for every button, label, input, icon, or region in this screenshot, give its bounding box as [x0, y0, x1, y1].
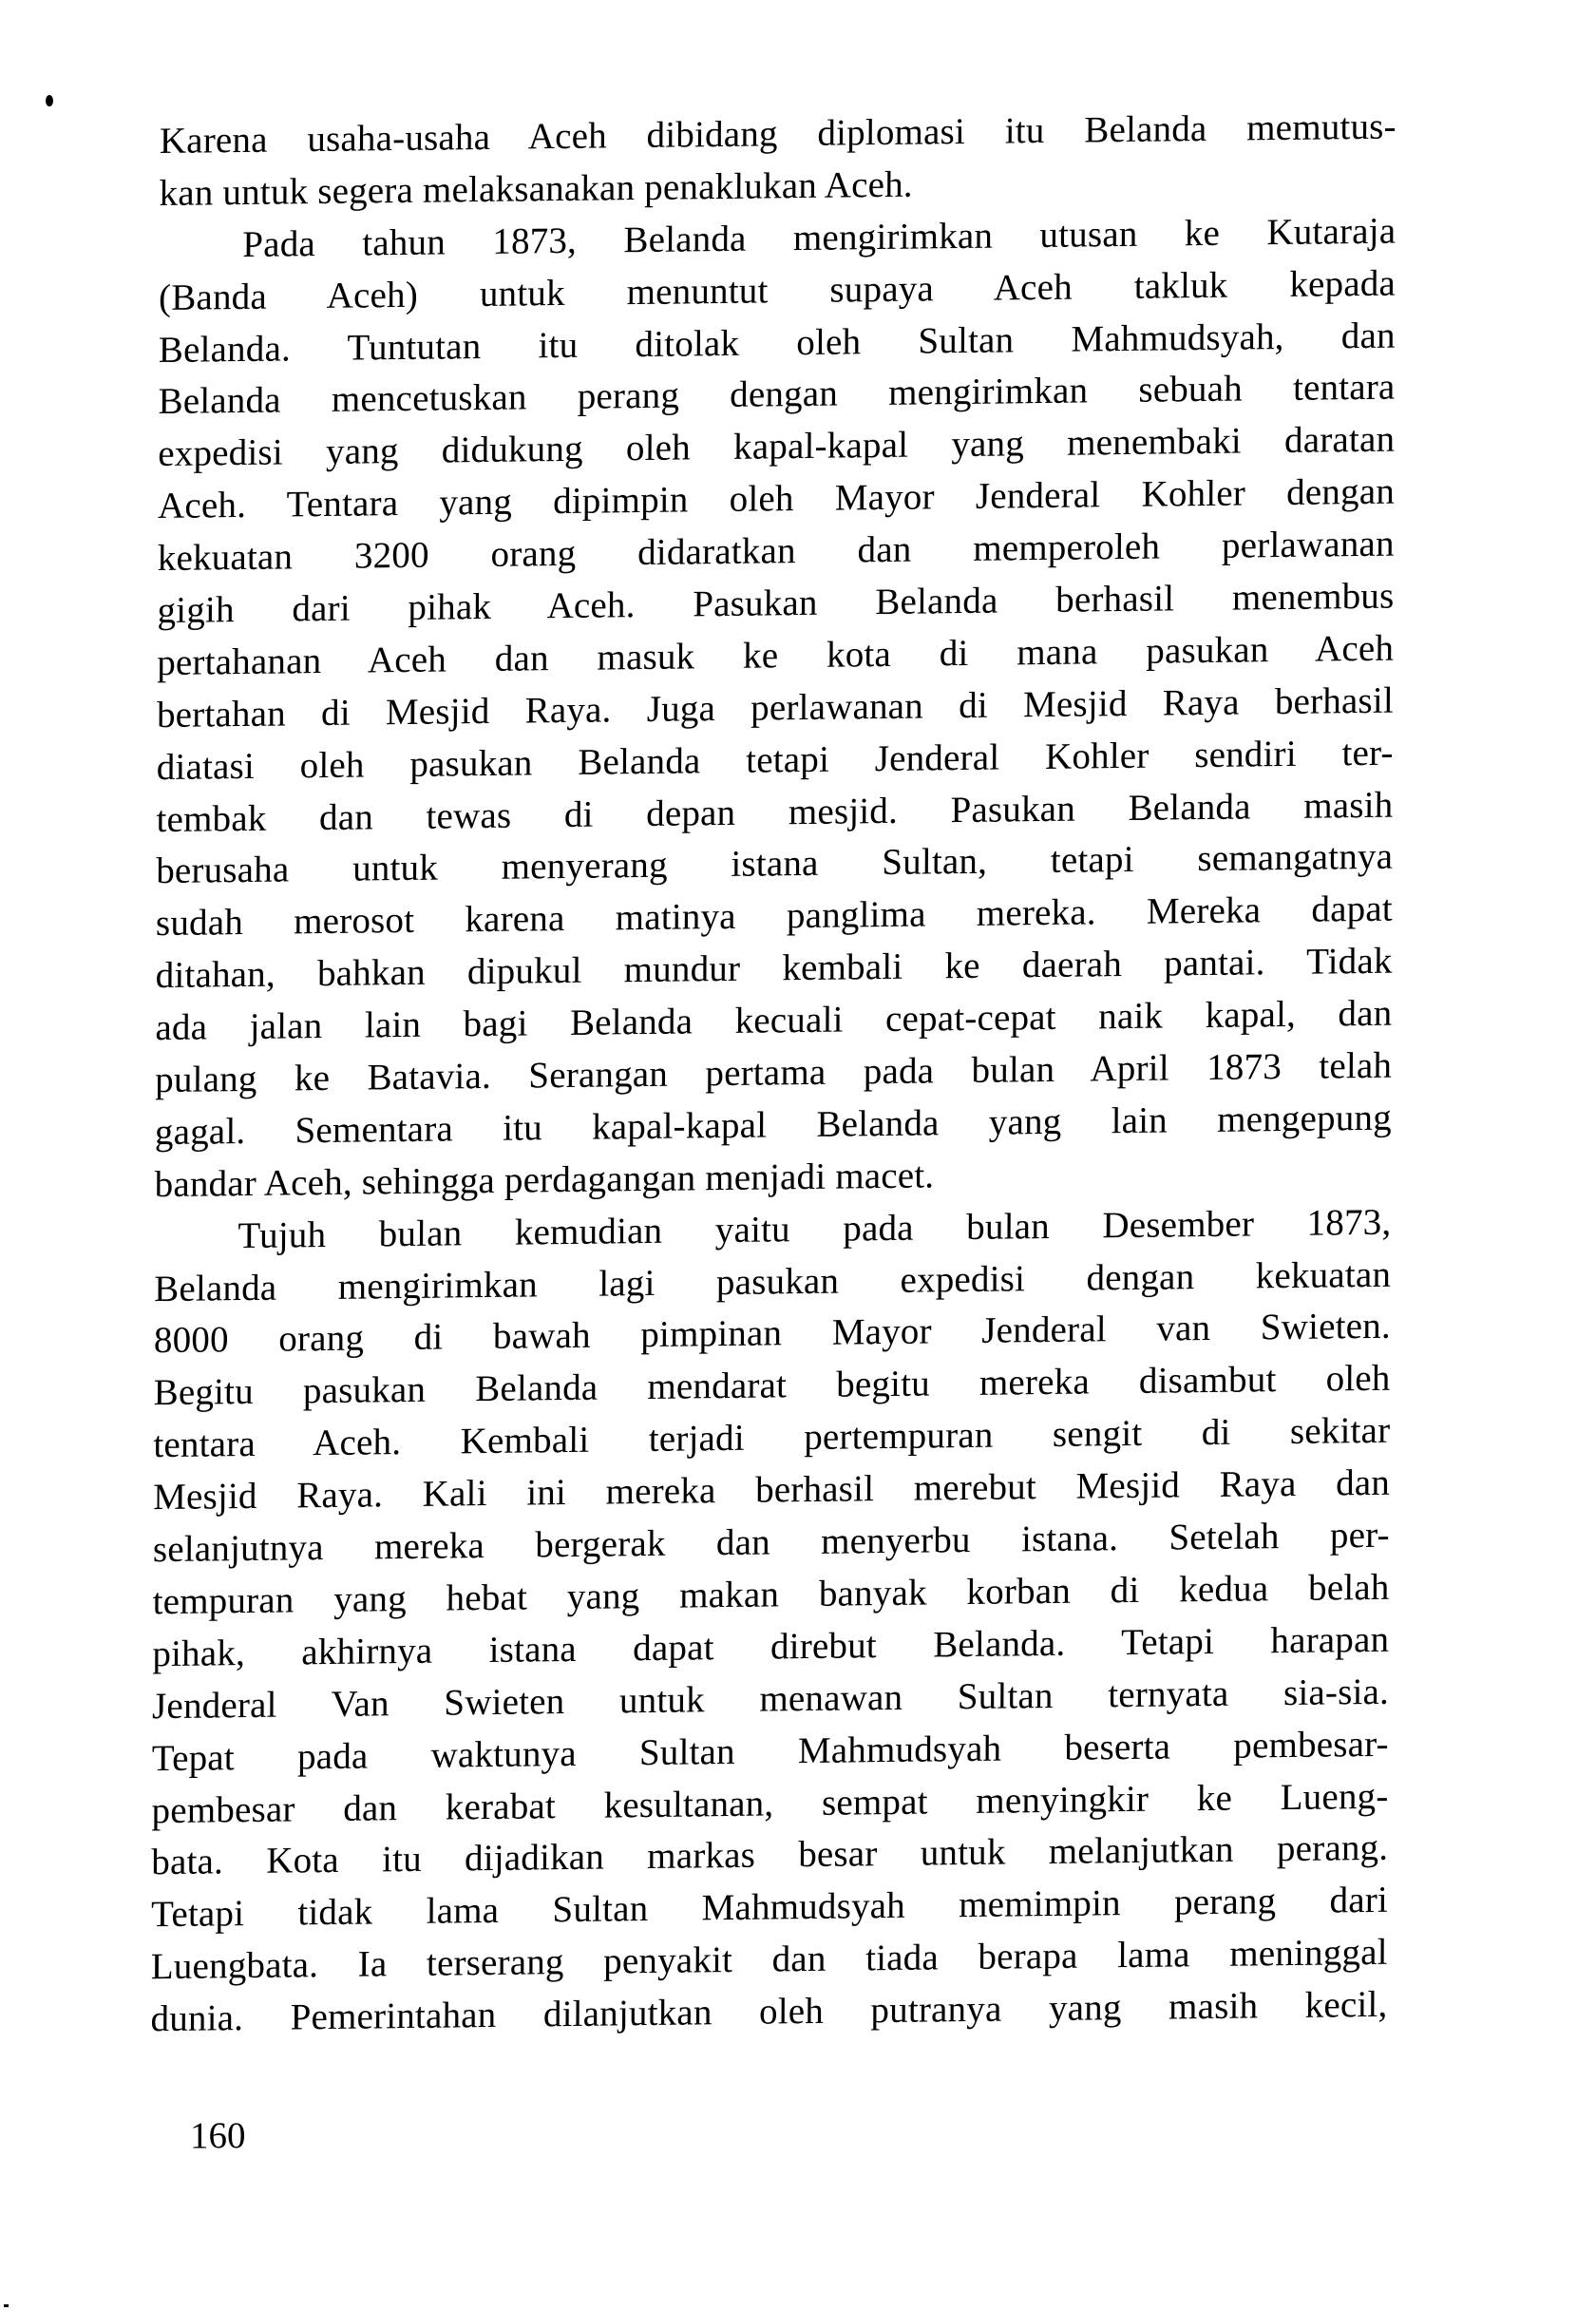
text-line: bandar Aceh, sehingga perdagangan menjadi macet. [154, 1155, 935, 1205]
scan-speck-dot [46, 95, 53, 106]
text-line: ada jalan lain bagi Belanda kecuali cepat-cepat naik kapal, dan [155, 992, 1393, 1049]
text-line: tembak dan tewas di depan mesjid. Pasukan Belanda masih [156, 784, 1394, 840]
text-line: pertahanan Aceh dan masuk ke kota di mana pasukan Aceh [157, 627, 1395, 683]
paragraph-2 [155, 205, 1396, 1212]
text-line: sudah merosot karena matinya panglima mereka. Mereka dapat [155, 888, 1394, 945]
body-text [150, 102, 1396, 2047]
text-line: pulang ke Batavia. Serangan pertama pada bulan April 1873 telah [155, 1044, 1393, 1101]
text-line: (Banda Aceh) untuk menuntut supaya Aceh takluk kepada [158, 262, 1396, 318]
text-line: Karena usaha-usaha Aceh dibidang diplomasi itu Belanda memutus- [159, 105, 1396, 162]
text-line: berusaha untuk menyerang istana Sultan, tetapi semangatnya [156, 836, 1394, 892]
text-line: pembesar dan kerabat kesultanan, sempat menyingkir ke Lueng- [151, 1775, 1389, 1831]
text-line: gagal. Sementara itu kapal-kapal Belanda yang lain mengepung [154, 1097, 1392, 1154]
text-line: ditahan, bahkan dipukul mundur kembali ke daerah pantai. Tidak [155, 940, 1393, 997]
text-line: Jenderal Van Swieten untuk menawan Sultan ternyata sia-sia. [152, 1671, 1390, 1727]
text-line: Mesjid Raya. Kali ini mereka berhasil merebut Mesjid Raya dan [153, 1461, 1391, 1518]
text-line: kekuatan 3200 orang didaratkan dan memperoleh perlawanan [157, 523, 1395, 580]
text-line: 8000 orang di bawah pimpinan Mayor Jenderal van Swieten. [153, 1306, 1391, 1362]
scan-speck [4, 2304, 9, 2307]
paragraph-1 [159, 102, 1396, 220]
text-line: gigih dari pihak Aceh. Pasukan Belanda berhasil menembus [157, 575, 1395, 632]
text-line: dunia. Pemerintahan dilanjutkan oleh putranya yang masih kecil, [150, 1983, 1388, 2040]
text-line: Belanda mencetuskan perang dengan mengirimkan sebuah tentara [158, 367, 1396, 423]
text-line: expedisi yang didukung oleh kapal-kapal yang menembaki daratan [158, 418, 1396, 475]
page-number: 160 [190, 2115, 246, 2156]
text-line: diatasi oleh pasukan Belanda tetapi Jenderal Kohler sendiri ter- [156, 732, 1394, 788]
text-line: selanjutnya mereka bergerak dan menyerbu istana. Setelah per- [152, 1514, 1390, 1571]
text-line: Tepat pada waktunya Sultan Mahmudsyah beserta pembesar- [151, 1723, 1389, 1779]
text-line: kan untuk segera melaksanakan penaklukan Aceh. [159, 163, 913, 214]
text-line: pihak, akhirnya istana dapat direbut Belanda. Tetapi harapan [152, 1618, 1390, 1675]
paragraph-3 [150, 1196, 1391, 2046]
text-line: Pada tahun 1873, Belanda mengirimkan utusan ke Kutaraja [242, 210, 1396, 265]
text-line: Belanda mengirimkan lagi pasukan expedisi dengan kekuatan [154, 1253, 1392, 1309]
text-line: Luengbata. Ia terserang penyakit dan tiada berapa lama meninggal [150, 1931, 1388, 1988]
text-line: Tetapi tidak lama Sultan Mahmudsyah memimpin perang dari [150, 1880, 1389, 1936]
text-line: bertahan di Mesjid Raya. Juga perlawanan di Mesjid Raya berhasil [156, 679, 1395, 735]
text-line: tentara Aceh. Kembali terjadi pertempuran sengit di sekitar [153, 1409, 1391, 1466]
text-line: Belanda. Tuntutan itu ditolak oleh Sultan Mahmudsyah, dan [158, 315, 1396, 371]
text-line: tempuran yang hebat yang makan banyak korban di kedua belah [152, 1566, 1390, 1623]
text-line: bata. Kota itu dijadikan markas besar untuk melanjutkan perang. [151, 1827, 1389, 1883]
text-line: Begitu pasukan Belanda mendarat begitu mereka disambut oleh [153, 1358, 1391, 1414]
text-line: Tujuh bulan kemudian yaitu pada bulan Desember 1873, [238, 1201, 1392, 1256]
text-line: Aceh. Tentara yang dipimpin oleh Mayor Jenderal Kohler dengan [157, 470, 1396, 527]
